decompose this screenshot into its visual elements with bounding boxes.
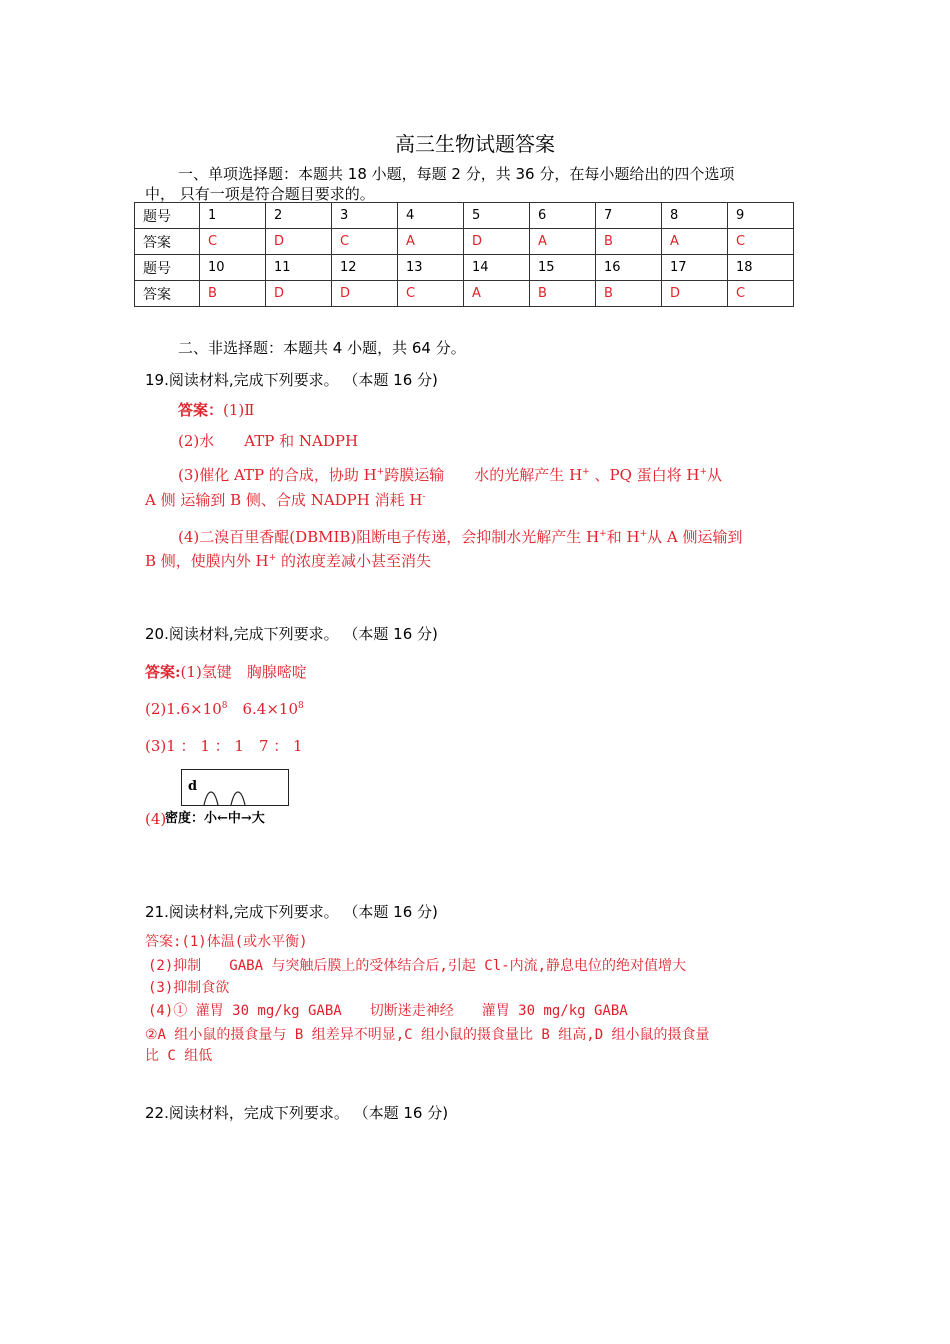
density-bands-graphic (182, 770, 288, 805)
question-number-cell: 5 (464, 203, 530, 229)
question-number-cell: 17 (662, 255, 728, 281)
part1-instructions-line1: 一、单项选择题：本题共 18 小题，每题 2 分，共 36 分，在每小题给出的四个选项 (178, 165, 735, 183)
answer-cell: B (596, 281, 662, 307)
answer-cell: D (266, 229, 332, 255)
answer-cell: B (530, 281, 596, 307)
q22-header: 22.阅读材料，完成下列要求。 （本题 16 分) (145, 1104, 449, 1122)
q19-answer-3-line1: (3)催化 ATP 的合成，协助 H+跨膜运输 水的光解产生 H+ 、PQ 蛋白将 H+从 (178, 466, 723, 484)
question-number-cell: 4 (398, 203, 464, 229)
density-gradient-figure (181, 769, 289, 806)
table-row-label: 答案 (135, 281, 200, 307)
answer-cell: B (200, 281, 266, 307)
q20-header: 20.阅读材料,完成下列要求。 （本题 16 分) (145, 625, 438, 643)
q19-answer-4-line2: B 侧，使膜内外 H+ 的浓度差减小甚至消失 (145, 552, 431, 570)
question-number-cell: 8 (662, 203, 728, 229)
table-row (135, 255, 794, 281)
q20-answer-4: (4) (145, 810, 167, 828)
table-row-label: 题号 (135, 203, 200, 229)
page-title: 高三生物试题答案 (395, 132, 555, 156)
table-row-label: 答案 (135, 229, 200, 255)
table-row (135, 281, 794, 307)
part1-instructions-line2: 中， 只有一项是符合题目要求的。 (145, 185, 375, 203)
answer-cell: A (398, 229, 464, 255)
answer-cell: D (662, 281, 728, 307)
question-number-cell: 16 (596, 255, 662, 281)
answer-cell: C (200, 229, 266, 255)
q19-header: 19.阅读材料,完成下列要求。 （本题 16 分) (145, 371, 438, 389)
q20-answer-1: 答案:(1)氢键 胸腺嘧啶 (145, 663, 307, 681)
q21-answer-5-line2: 比 C 组低 (145, 1048, 213, 1064)
table-row-label: 题号 (135, 255, 200, 281)
figure-density-caption: 密度：小←中→大 (165, 811, 265, 826)
q21-answer-2: (2)抑制 GABA 与突触后膜上的受体结合后,引起 Cl-内流,静息电位的绝对值增大 (148, 958, 687, 974)
q19-answer-label: 答案： (178, 401, 224, 419)
question-number-cell: 11 (266, 255, 332, 281)
q20-answer-label: 答案: (145, 663, 181, 681)
q21-answer-4: (4)① 灌胃 30 mg/kg GABA 切断迷走神经 灌胃 30 mg/kg GABA (148, 1003, 628, 1019)
question-number-cell: 9 (728, 203, 794, 229)
answer-cell: B (596, 229, 662, 255)
q19-answer-1: 答案：(1)Ⅱ (178, 401, 255, 419)
question-number-cell: 3 (332, 203, 398, 229)
q19-answer-4-line1: (4)二溴百里香醌(DBMIB)阻断电子传递，会抑制水光解产生 H+和 H+从 A 侧运输到 (178, 528, 743, 546)
question-number-cell: 10 (200, 255, 266, 281)
answer-cell: C (332, 229, 398, 255)
answer-cell: A (464, 281, 530, 307)
question-number-cell: 13 (398, 255, 464, 281)
q21-answer-1: 答案:(1)体温(或水平衡) (145, 934, 308, 950)
table-row (135, 203, 794, 229)
q21-answer-3: (3)抑制食欲 (148, 980, 230, 996)
answer-cell: A (662, 229, 728, 255)
answer-cell: D (332, 281, 398, 307)
answer-cell: A (530, 229, 596, 255)
answer-cell: C (398, 281, 464, 307)
answer-cell: C (728, 229, 794, 255)
q20-answer-2: $(2)1.6\times 10^8$ $6.4\times 10^8$ (145, 700, 304, 718)
question-number-cell: 12 (332, 255, 398, 281)
question-number-cell: 1 (200, 203, 266, 229)
q20-answer-3: (3)1 ： 1 ： 1 7 ： 1 (145, 737, 303, 755)
question-number-cell: 7 (596, 203, 662, 229)
question-number-cell: 14 (464, 255, 530, 281)
question-number-cell: 15 (530, 255, 596, 281)
table-row (135, 229, 794, 255)
part2-heading: 二、非选择题：本题共 4 小题，共 64 分。 (178, 339, 466, 357)
q19-answer-3-line2: A 侧 运输到 B 侧、合成 NADPH 消耗 H- (145, 491, 426, 509)
question-number-cell: 2 (266, 203, 332, 229)
q19-answer-2: (2)水 ATP 和 NADPH (178, 432, 359, 450)
answer-cell: D (464, 229, 530, 255)
q21-header: 21.阅读材料,完成下列要求。 （本题 16 分) (145, 903, 438, 921)
q21-answer-5-line1: ②A 组小鼠的摄食量与 B 组差异不明显,C 组小鼠的摄食量比 B 组高,D 组小鼠的摄食量 (145, 1027, 710, 1043)
answer-cell: D (266, 281, 332, 307)
question-number-cell: 18 (728, 255, 794, 281)
answer-cell: C (728, 281, 794, 307)
answer-table (134, 202, 794, 307)
question-number-cell: 6 (530, 203, 596, 229)
figure-label-d: d (188, 779, 198, 794)
